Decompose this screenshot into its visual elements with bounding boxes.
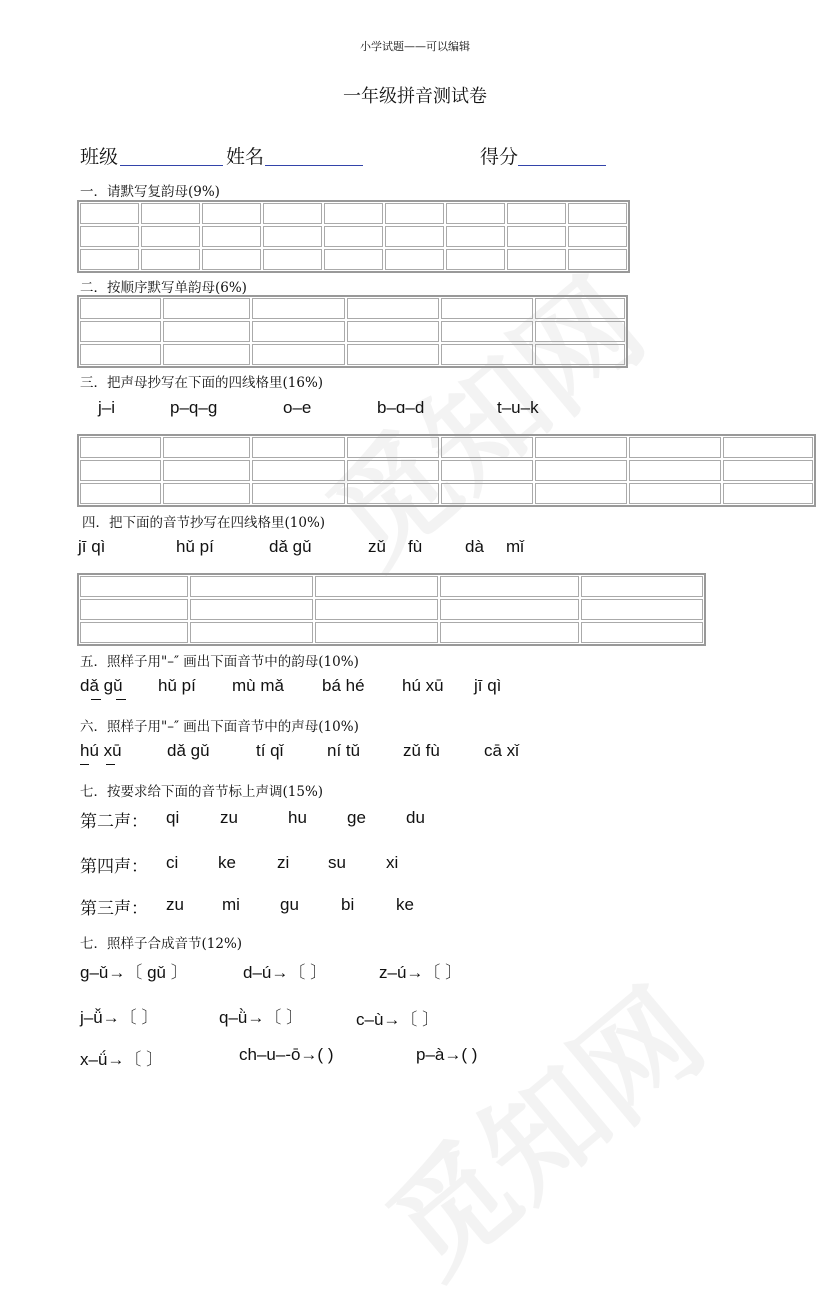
s4-item: jī qì (78, 537, 106, 556)
combine-item: j–ǚ→〔 〕 (80, 1008, 159, 1027)
s6-item: tí qǐ (256, 741, 284, 760)
example-underline (91, 699, 101, 700)
tone-item: ke (396, 895, 414, 914)
s4-item: fù (408, 537, 423, 556)
tone-item: su (328, 853, 346, 872)
class-label: 班级 (80, 147, 119, 168)
s3-item: j–i (98, 398, 116, 417)
combine-item: z–ú→〔 〕 (379, 963, 463, 982)
tone-item: ci (166, 853, 179, 872)
s5-item: jī qì (474, 676, 502, 695)
tone-item: du (406, 808, 425, 827)
watermark-bottom (347, 944, 733, 1307)
s6-item: hú xū (80, 741, 122, 760)
s6-item: dǎ gǔ (167, 741, 210, 760)
section-4-grid[interactable] (77, 573, 706, 646)
name-field[interactable] (265, 165, 363, 166)
tone-item: xi (386, 853, 399, 872)
combine-item: q–ǜ→〔 〕 (219, 1008, 304, 1027)
s5-item: bá hé (322, 676, 365, 695)
combine-item: p–à→( ) (416, 1045, 478, 1064)
tone-item: hu (288, 808, 307, 827)
s5-item: mù mǎ (232, 676, 284, 695)
score-field[interactable] (518, 165, 606, 166)
tone-row-label: 第二声： (80, 812, 148, 832)
combine-item: c–ù→〔 〕 (356, 1010, 440, 1029)
s5-item: hǔ pí (158, 676, 196, 695)
s5-item: hú xū (402, 676, 444, 695)
combine-item: g–ǔ→〔 gǔ 〕 (80, 963, 188, 982)
s3-item: p–q–g (170, 398, 218, 417)
s3-item: b–ɑ–d (377, 398, 425, 417)
tone-item: ge (347, 808, 366, 827)
section-3-grid[interactable] (77, 434, 816, 507)
section-2-title: 二．按顺序默写单韵母(6%) (80, 280, 247, 296)
s4-item: mǐ (506, 537, 524, 556)
tone-item: gu (280, 895, 299, 914)
tone-item: bi (341, 895, 355, 914)
page-header: 小学试题——可以编辑 (360, 40, 470, 53)
tone-item: zu (220, 808, 238, 827)
tone-row-label: 第三声： (80, 899, 148, 919)
s4-item: zǔ (368, 537, 386, 556)
combine-item: x–ǘ→〔 〕 (80, 1050, 164, 1069)
section-1-grid[interactable] (77, 200, 630, 273)
section-5-title: 五．照样子用"–″ 画出下面音节中的韵母(10%) (80, 654, 359, 670)
section-4-title: 四．把下面的音节抄写在四线格里(10%) (82, 515, 326, 531)
score-label: 得分 (480, 147, 519, 168)
tone-item: qi (166, 808, 180, 827)
tone-item: zu (166, 895, 184, 914)
tone-item: zi (277, 853, 290, 872)
tone-item: mi (222, 895, 240, 914)
class-field[interactable] (120, 165, 223, 166)
s6-item: ní tǔ (327, 741, 361, 760)
combine-item: d–ú→〔 〕 (243, 963, 328, 982)
tone-item: ke (218, 853, 236, 872)
example-underline (116, 699, 126, 700)
s4-item: hǔ pí (176, 537, 214, 556)
s4-item: dà (465, 537, 484, 556)
section-6-title: 六．照样子用"–″ 画出下面音节中的声母(10%) (80, 719, 359, 735)
s4-item: dǎ gǔ (269, 537, 312, 556)
s6-item: zǔ fù (403, 741, 440, 760)
s3-item: o–e (283, 398, 312, 417)
section-7-title: 七．按要求给下面的音节标上声调(15%) (80, 784, 324, 800)
combine-item: ch–u–-ō→( ) (239, 1045, 334, 1064)
s6-item: cā xǐ (484, 741, 519, 760)
section-3-title: 三．把声母抄写在下面的四线格里(16%) (80, 375, 324, 391)
section-1-title: 一．请默写复韵母(9%) (80, 184, 220, 200)
tone-row-label: 第四声： (80, 857, 148, 877)
example-underline (106, 764, 115, 765)
page-title: 一年级拼音测试卷 (343, 86, 487, 107)
section-2-grid[interactable] (77, 295, 628, 368)
section-8-title: 七．照样子合成音节(12%) (80, 936, 243, 952)
s3-item: t–u–k (497, 398, 539, 417)
name-label: 姓名 (226, 147, 265, 168)
s5-item: dǎ gǔ (80, 676, 123, 695)
example-underline (80, 764, 89, 765)
